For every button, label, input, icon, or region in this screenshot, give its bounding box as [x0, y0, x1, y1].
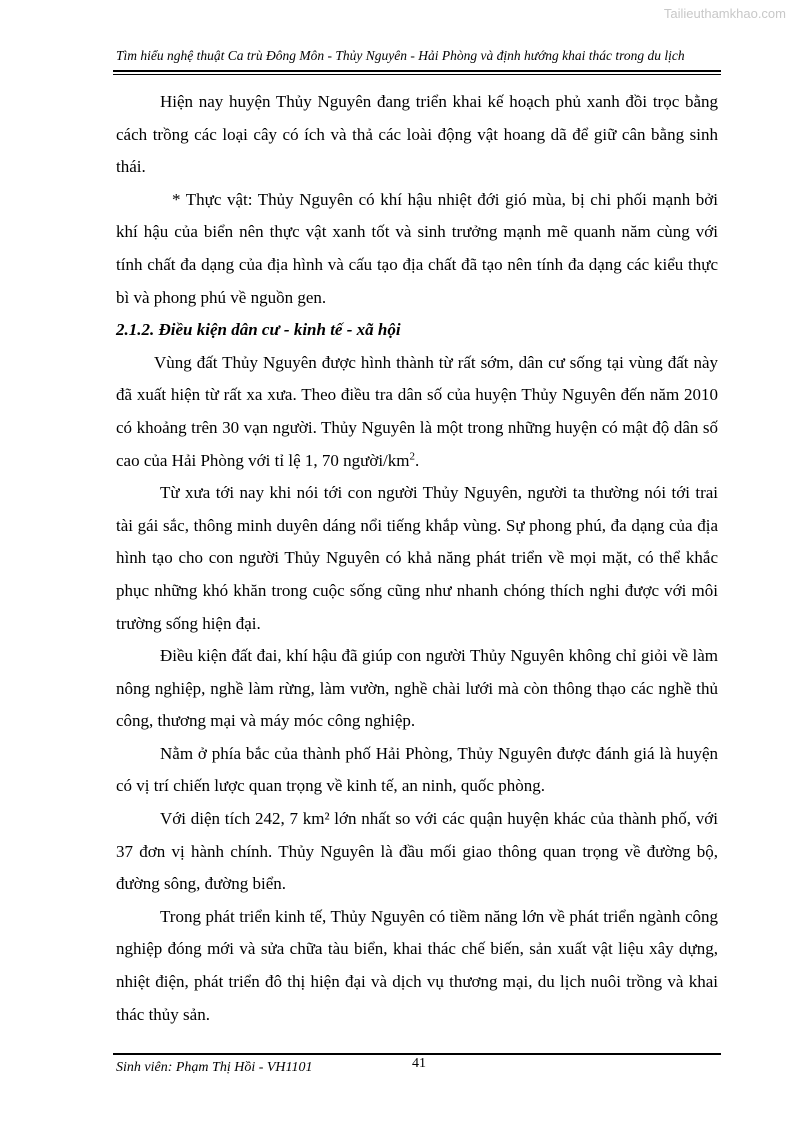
paragraph: Điều kiện đất đai, khí hậu đã giúp con người Thủy Nguyên không chỉ giỏi về làm nông nghiệp, nghề làm rừng, làm vườn, nghề chài lưới mà còn thông thạo các nghề thủ công, thương mại và máy móc công nghiệp.: [116, 646, 718, 731]
section-heading: 2.1.2. Điều kiện dân cư - kinh tế - xã hội: [116, 320, 401, 340]
page-number: 41: [412, 1056, 426, 1071]
paragraph-text: Vùng đất Thủy Nguyên được hình thành từ rất sớm, dân cư sống tại vùng đất này đã xuất hiện từ rất xa xưa. Theo điều tra dân số của huyện Thủy Nguyên đến năm 2010 có khoảng trên 30 vạn người. Thủy Nguyên là một trong những huyện có mật độ dân số cao của Hải Phòng với tỉ lệ 1, 70 người/km: [116, 352, 718, 470]
header-rule: [113, 70, 721, 72]
paragraph: Từ xưa tới nay khi nói tới con người Thủy Nguyên, người ta thường nói tới trai tài gái sắc, thông minh duyên dáng nổi tiếng khắp vùng. Sự phong phú, đa dạng của địa hình tạo cho con người Thủy Nguyên có khả năng phát triển về mọi mặt, có thể khắc phục những khó khăn trong cuộc sống cũng như nhanh chóng thích nghi được với môi trường sống hiện đại.: [116, 483, 718, 633]
watermark-text: Tailieuthamkhao.com: [663, 6, 786, 21]
footer-rule: [113, 1053, 721, 1055]
page-body: [116, 86, 718, 1031]
paragraph: Nằm ở phía bắc của thành phố Hải Phòng, Thủy Nguyên được đánh giá là huyện có vị trí chiến lược quan trọng về kinh tế, an ninh, quốc phòng.: [116, 743, 718, 796]
footer-student: Sinh viên: Phạm Thị Hồi - VH1101: [116, 1060, 313, 1075]
paragraph: [116, 347, 718, 477]
running-header: Tìm hiểu nghệ thuật Ca trù Đông Môn - Thủy Nguyên - Hải Phòng và định hướng khai thác trong du lịch: [116, 48, 685, 63]
paragraph: * Thực vật: Thủy Nguyên có khí hậu nhiệt đới gió mùa, bị chi phối mạnh bởi khí hậu của biển nên thực vật xanh tốt và sinh trưởng mạnh mẽ quanh năm cùng với tính chất đa dạng của địa hình và cấu tạo địa chất đã tạo nên tính đa dạng các kiểu thực bì và phong phú về nguồn gen.: [116, 189, 718, 307]
superscript: 2: [409, 449, 415, 462]
header-rule-thin: [113, 74, 721, 75]
paragraph: Hiện nay huyện Thủy Nguyên đang triển khai kế hoạch phủ xanh đồi trọc bằng cách trồng các loại cây có ích và thả các loài động vật hoang dã để giữ cân bằng sinh thái.: [116, 92, 718, 177]
paragraph: Trong phát triển kinh tế, Thủy Nguyên có tiềm năng lớn về phát triển ngành công nghiệp đóng mới và sửa chữa tàu biển, khai thác chế biến, sản xuất vật liệu xây dựng, nhiệt điện, phát triển đô thị hiện đại và dịch vụ thương mại, du lịch nuôi trồng và khai thác thủy sản.: [116, 906, 718, 1024]
paragraph: Với diện tích 242, 7 km² lớn nhất so với các quận huyện khác của thành phố, với 37 đơn vị hành chính. Thủy Nguyên là đầu mối giao thông quan trọng về đường bộ, đường sông, đường biển.: [116, 809, 718, 894]
paragraph-end: .: [414, 450, 420, 470]
